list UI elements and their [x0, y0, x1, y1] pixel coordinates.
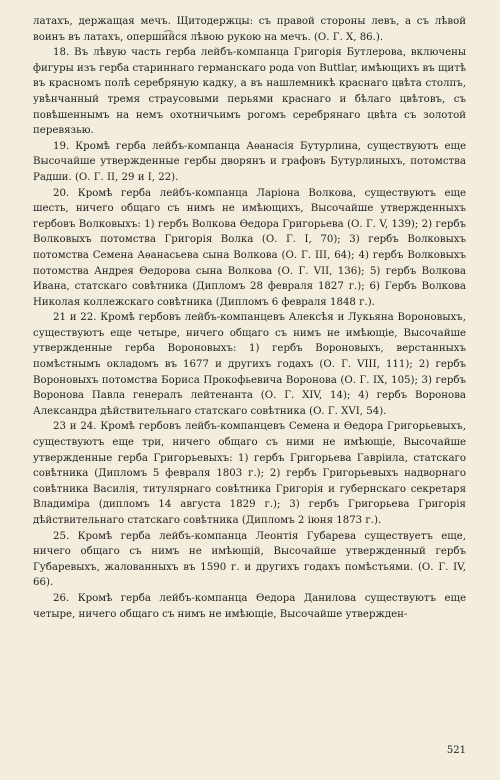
paragraph-3: 19. Кромѣ герба лейбъ-компанца Аѳанасія Бутурлина, существуютъ еще Высочайше утвержденные гербы дворянъ и графовъ Бутурлиныхъ, потомства Радши. (О. Г. II, 29 и I, 22). — [33, 140, 466, 183]
paragraph-1: латахъ, держащая мечъ. Щитодержцы: съ правой стороны левъ, а съ лѣвой воинъ въ латахъ, оперши͡йся лѣвою рукою на мечъ. (О. Г. X, 86.). — [33, 16, 466, 43]
page-body — [33, 14, 466, 622]
paragraph-8: 26. Кромѣ герба лейбъ-компанца Ѳедора Данилова существуютъ еще четыре, ничего общаго съ нимъ не имѣющіе, Высочайше утвержден- — [33, 592, 466, 620]
paragraph-7: 25. Кромѣ герба лейбъ-компанца Леонтія Губарева существуетъ еще, ничего общаго съ нимъ не имѣющій, Высочайше утвержденный гербъ Губаревыхъ, жалованныхъ въ 1590 г. и другихъ годахъ помѣстьями. (О. Г. IV, 66). — [33, 530, 466, 589]
paragraph-5: 21 и 22. Кромѣ гербовъ лейбъ-компанцевъ Алексѣя и Лукьяна Вороновыхъ, существуютъ еще четыре, ничего общаго съ нимъ не имѣющіе, Высочайше утвержденные герба Вороновыхъ: 1) гербъ Вороновыхъ, верстанныхъ помѣстнымъ окладомъ въ 1677 и другихъ годахъ (О. Г. VIII, 111); 2) гербъ Вороновыхъ потомства Бориса Прокофьевича Воронова (О. Г. IX, 105); 3) гербъ Воронова Павла генералъ лейтенанта (О. Г. XIV, 14); 4) гербъ Воронова Александра дѣйствительнаго статскаго совѣтника (О. Г. XVI, 54). — [33, 312, 466, 417]
paragraph-4: 20. Кромѣ герба лейбъ-компанца Ларіона Волкова, существуютъ еще шесть, ничего общаго съ нимъ не имѣющихъ, Высочайше утвержденныхъ гербовъ Волковыхъ: 1) гербъ Волкова Ѳедора Григорьева (О. Г. V, 139); 2) гербъ Волковыхъ потомства Григорія Волка (О. Г. I, 70); 3) гербъ Волковыхъ потомства Семена Аѳанасьева сына Волкова (О. Г. III, 64); 4) гербъ Волковыхъ потомства Андрея Ѳедорова сына Волкова (О. Г. VII, 136); 5) гербъ Волкова Ивана, статскаго совѣтника (Дипломъ 28 февраля 1827 г.); 6) Гербъ Волкова Николая коллежскаго совѣтника (Дипломъ 6 февраля 1848 г.). — [33, 187, 466, 308]
paragraph-6: 23 и 24. Кромѣ гербовъ лейбъ-компанцевъ Семена и Ѳедора Григорьевыхъ, существуютъ еще три, ничего общаго съ ними не имѣющіе, Высочайше утвержденные герба Григорьевыхъ: 1) гербъ Григорьева Гавріила, статскаго совѣтника (Дипломъ 5 февраля 1803 г.); 2) гербъ Григорьевыхъ надворнаго совѣтника Василія, титулярнаго совѣтника Григорія и губернскаго секретаря Владиміра (дипломъ 14 августа 1829 г.); 3) гербъ Григорьева Григорія дѣйствительнаго статскаго совѣтника (Дипломъ 2 іюня 1873 г.). — [33, 421, 466, 526]
page-number: 521 — [446, 745, 466, 756]
paragraph-2: 18. Въ лѣвую часть герба лейбъ-компанца Григорія Бутлерова, включены фигуры изъ герба стариннаго германскаго рода von Buttlar, имѣющихъ въ щитѣ въ красномъ полѣ серебряную кадку, а въ нашлемникѣ краснаго цвѣта столпъ, увѣнчанный тремя страусовыми перьями краснаго и бѣлаго цвѣтовъ, съ повѣшеннымъ на немъ охотничьимъ рогомъ серебрянаго цвѣта съ золотой перевязью. — [33, 47, 466, 137]
